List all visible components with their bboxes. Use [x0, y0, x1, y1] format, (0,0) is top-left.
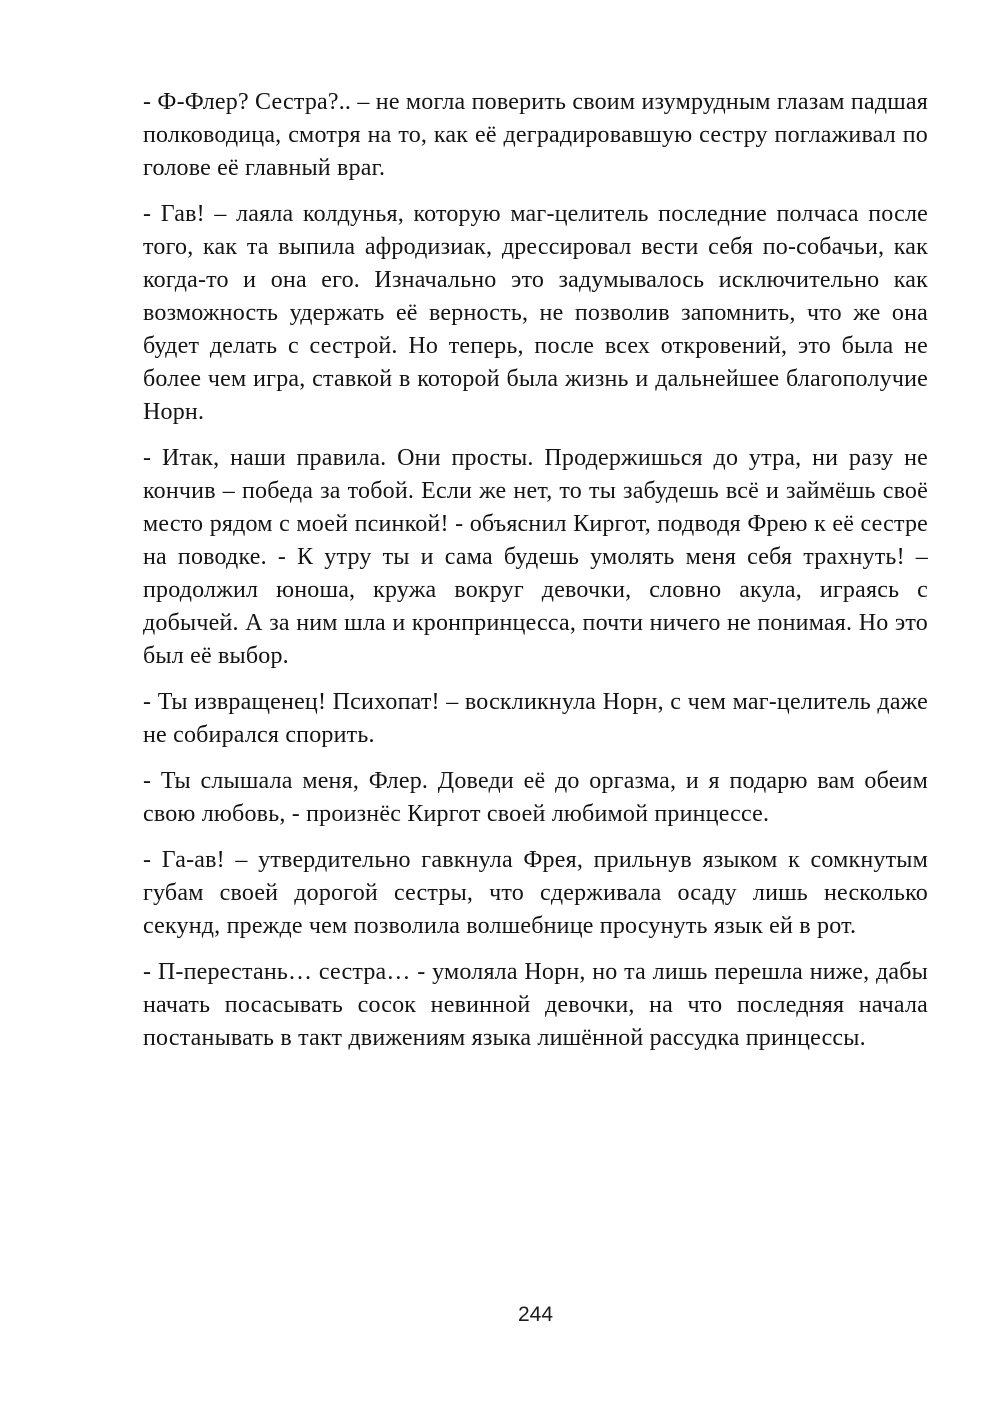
paragraph: - Ты извращенец! Психопат! – воскликнула Норн, с чем маг-целитель даже не собирался спорить. [143, 689, 928, 748]
page-text-block [143, 86, 928, 1055]
paragraph: - Итак, наши правила. Они просты. Продержишься до утра, ни разу не кончив – победа за тобой. Если же нет, то ты забудешь всё и займёшь своё место рядом с моей псинкой! - объяснил Киргот, подводя Фрею к её сестре на поводке. - К утру ты и сама будешь умолять меня себя трахнуть! – продолжил юноша, кружа вокруг девочки, словно акула, играясь с добычей. А за ним шла и кронпринцесса, почти ничего не понимая. Но это был её выбор. [143, 445, 928, 669]
paragraph: - П-перестань… сестра… - умоляла Норн, но та лишь перешла ниже, дабы начать посасывать сосок невинной девочки, на что последняя начала постанывать в такт движениям языка лишённой рассудка принцессы. [143, 959, 928, 1051]
paragraph: - Ф-Флер? Сестра?.. – не могла поверить своим изумрудным глазам падшая полководица, смотря на то, как её деградировавшую сестру поглаживал по голове её главный враг. [143, 89, 928, 181]
page-number: 244 [517, 1303, 554, 1326]
paragraph: - Гав! – лаяла колдунья, которую маг-целитель последние полчаса после того, как та выпила афродизиак, дрессировал вести себя по-собачьи, как когда-то и она его. Изначально это задумывалось исключительно как возможность удержать её верность, не позволив запомнить, что же она будет делать с сестрой. Но теперь, после всех откровений, это была не более чем игра, ставкой в которой была жизнь и дальнейшее благополучие Норн. [143, 201, 928, 425]
paragraph: - Га-ав! – утвердительно гавкнула Фрея, прильнув языком к сомкнутым губам своей дорогой сестры, что сдерживала осаду лишь несколько секунд, прежде чем позволила волшебнице просунуть язык ей в рот. [143, 847, 928, 939]
page-footer [143, 1303, 928, 1327]
paragraph: - Ты слышала меня, Флер. Доведи её до оргазма, и я подарю вам обеим свою любовь, - произнёс Киргот своей любимой принцессе. [143, 768, 928, 827]
